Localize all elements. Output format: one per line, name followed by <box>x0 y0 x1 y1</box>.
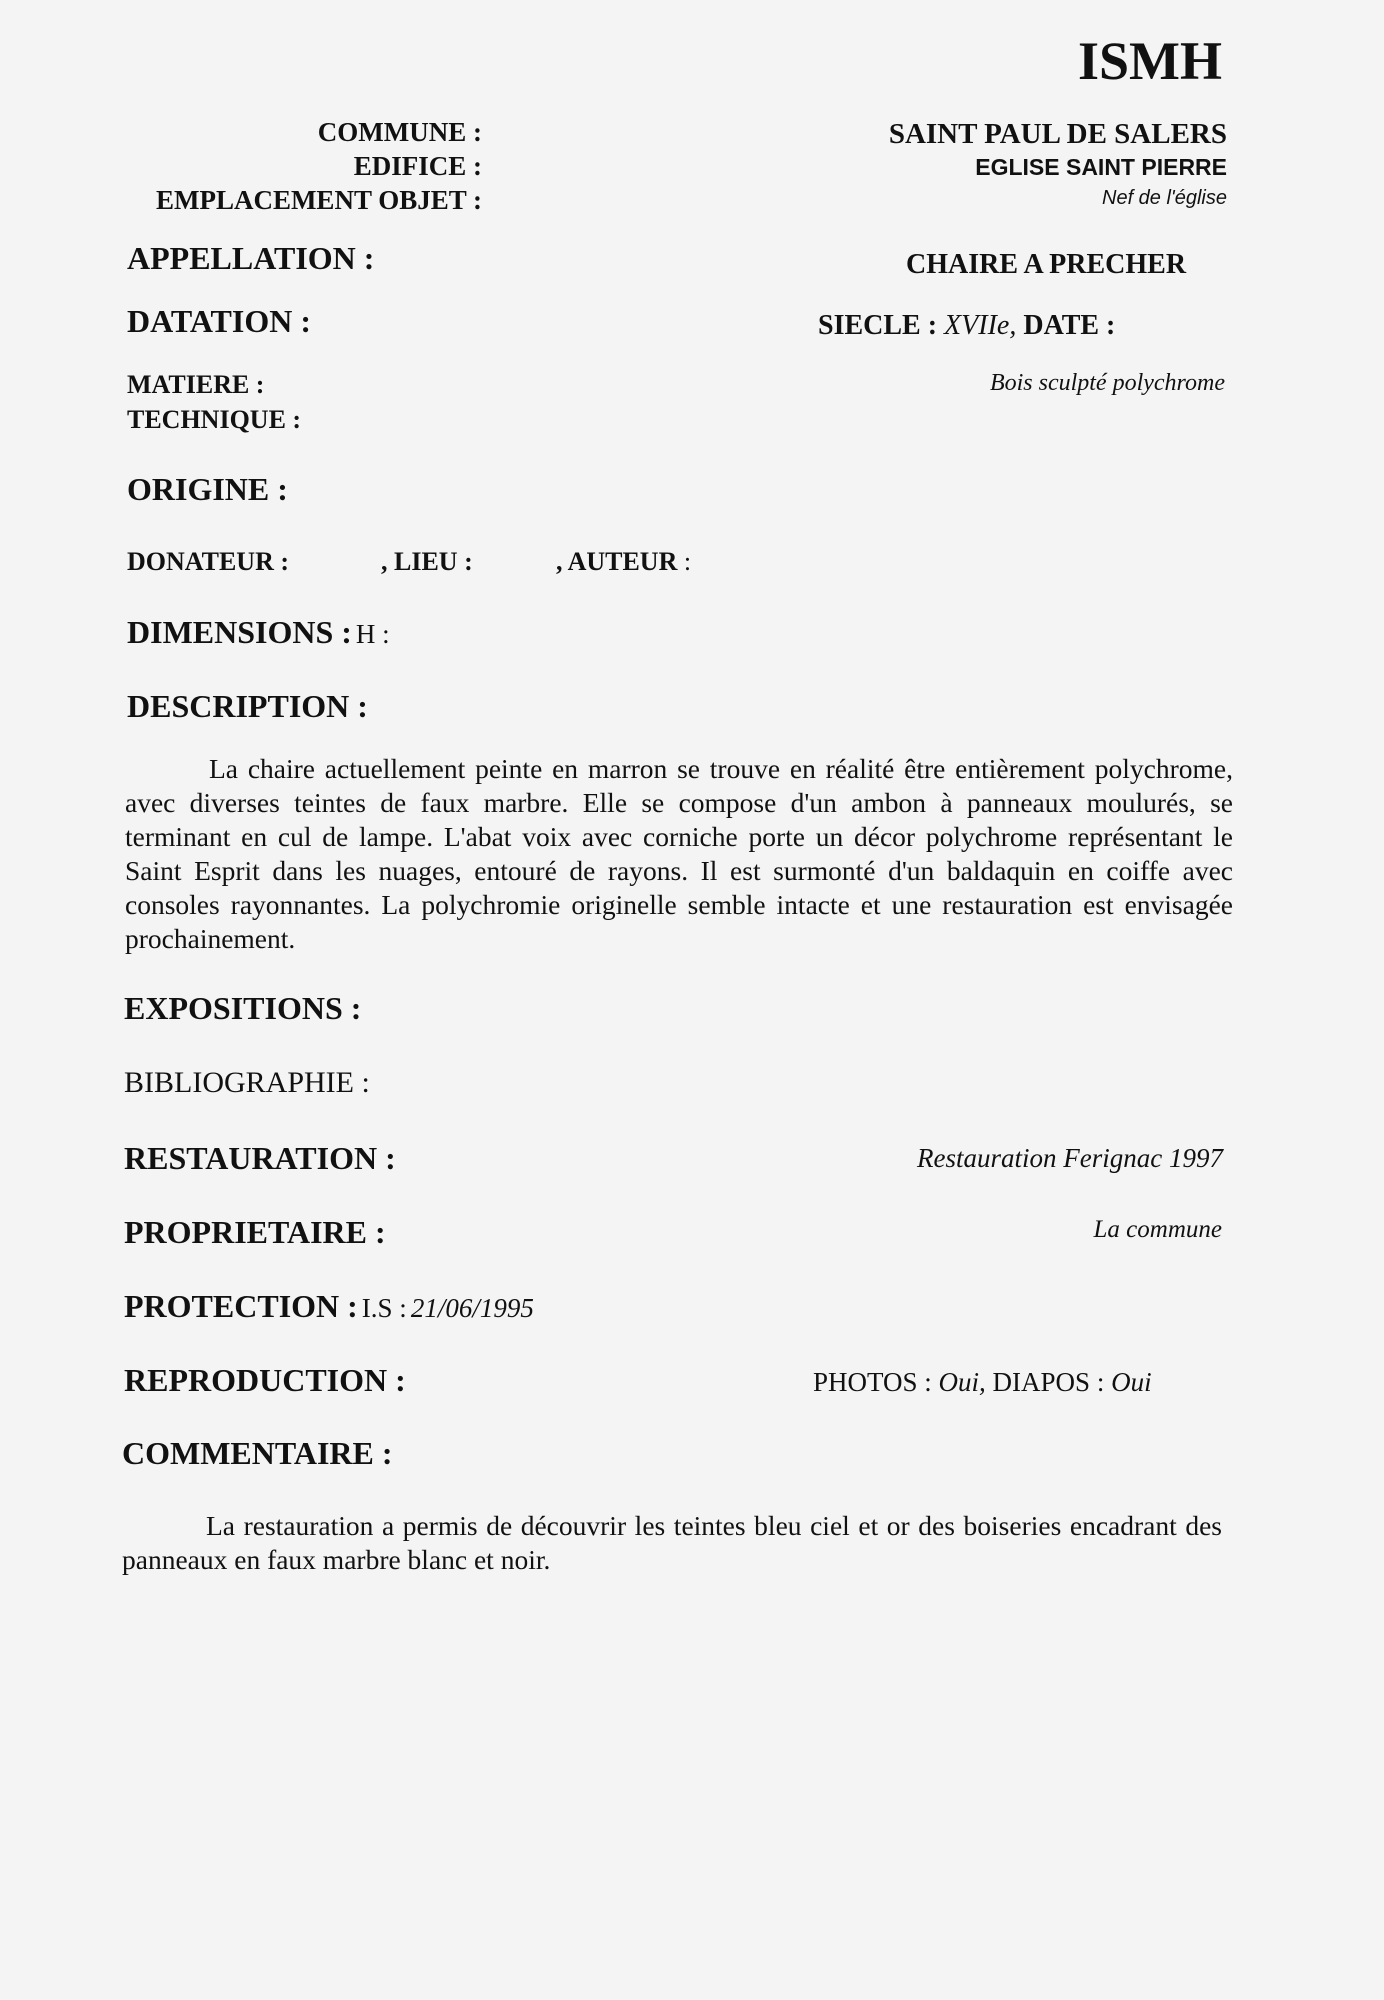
technique-label: TECHNIQUE : <box>127 405 302 434</box>
commentaire-text: La restauration a permis de découvrir les teintes bleu ciel et or des boiseries encadrant des panneaux en faux marbre blanc et noir. <box>122 1510 1222 1575</box>
protection-is: I.S : <box>361 1293 407 1323</box>
lieu-label: , LIEU : <box>381 547 473 576</box>
description-text: La chaire actuellement peinte en marron se trouve en réalité être entièrement polychrome, avec diverses teintes de faux marbre. Elle se compose d'un ambon à panneaux moulurés, se terminant en cul de lampe. L'abat voix avec corniche porte un décor polychrome représentant le Saint Esprit dans les nuages, entouré de rayons. Il est surmonté d'un baldaquin en coiffe avec consoles rayonnantes. La polychromie originelle semble intacte et une restauration est envisagée prochainement. <box>125 753 1233 954</box>
appellation-value: CHAIRE A PRECHER <box>906 249 1187 280</box>
date-label: DATE : <box>1023 310 1116 341</box>
commune-value: SAINT PAUL DE SALERS <box>888 118 1227 150</box>
dimensions-label: DIMENSIONS : <box>127 614 352 650</box>
edifice-value: EGLISE SAINT PIERRE <box>975 154 1227 180</box>
reproduction-label: REPRODUCTION : <box>124 1362 406 1398</box>
matiere-technique-labels <box>127 367 301 437</box>
origine-label: ORIGINE : <box>127 471 288 507</box>
emplacement-label: EMPLACEMENT OBJET : <box>155 185 482 215</box>
proprietaire-value: La commune <box>1093 1216 1222 1243</box>
reproduction-values <box>813 1367 1152 1398</box>
protection-date: 21/06/1995 <box>410 1293 534 1323</box>
edifice-label: EDIFICE : <box>353 151 482 181</box>
diapos-value: Oui <box>1111 1367 1152 1397</box>
proprietaire-label: PROPRIETAIRE : <box>124 1214 386 1250</box>
siecle-label: SIECLE : <box>818 310 938 341</box>
protection-line <box>124 1288 534 1325</box>
matiere-label: MATIERE : <box>127 370 265 399</box>
restauration-label: RESTAURATION : <box>124 1140 396 1176</box>
restauration-value: Restauration Ferignac 1997 <box>917 1143 1223 1173</box>
matiere-value: Bois sculpté polychrome <box>989 370 1225 396</box>
emplacement-value: Nef de l'église <box>1102 187 1227 209</box>
dimensions-h: H : <box>355 619 390 649</box>
agency-title: ISMH <box>1078 31 1223 91</box>
header-labels <box>120 115 482 217</box>
diapos-label: DIAPOS : <box>992 1367 1105 1397</box>
protection-label: PROTECTION : <box>124 1288 358 1324</box>
bibliographie-label: BIBLIOGRAPHIE : <box>124 1066 370 1099</box>
auteur-line <box>556 547 691 577</box>
expositions-label: EXPOSITIONS : <box>124 990 362 1026</box>
donateur-label: DONATEUR : <box>127 547 290 576</box>
datation-label: DATATION : <box>127 303 311 339</box>
commune-label: COMMUNE : <box>317 117 482 147</box>
siecle-line <box>818 310 1115 342</box>
dimensions-line <box>127 614 390 651</box>
auteur-label: , AUTEUR <box>556 547 678 576</box>
commentaire-label: COMMENTAIRE : <box>122 1435 393 1471</box>
siecle-value: XVIIe, <box>944 310 1017 341</box>
appellation-label: APPELLATION : <box>127 240 375 276</box>
description-label: DESCRIPTION : <box>127 688 368 724</box>
photos-label: PHOTOS : <box>813 1367 932 1397</box>
auteur-colon: : <box>683 547 692 576</box>
photos-value: Oui, <box>938 1367 986 1397</box>
